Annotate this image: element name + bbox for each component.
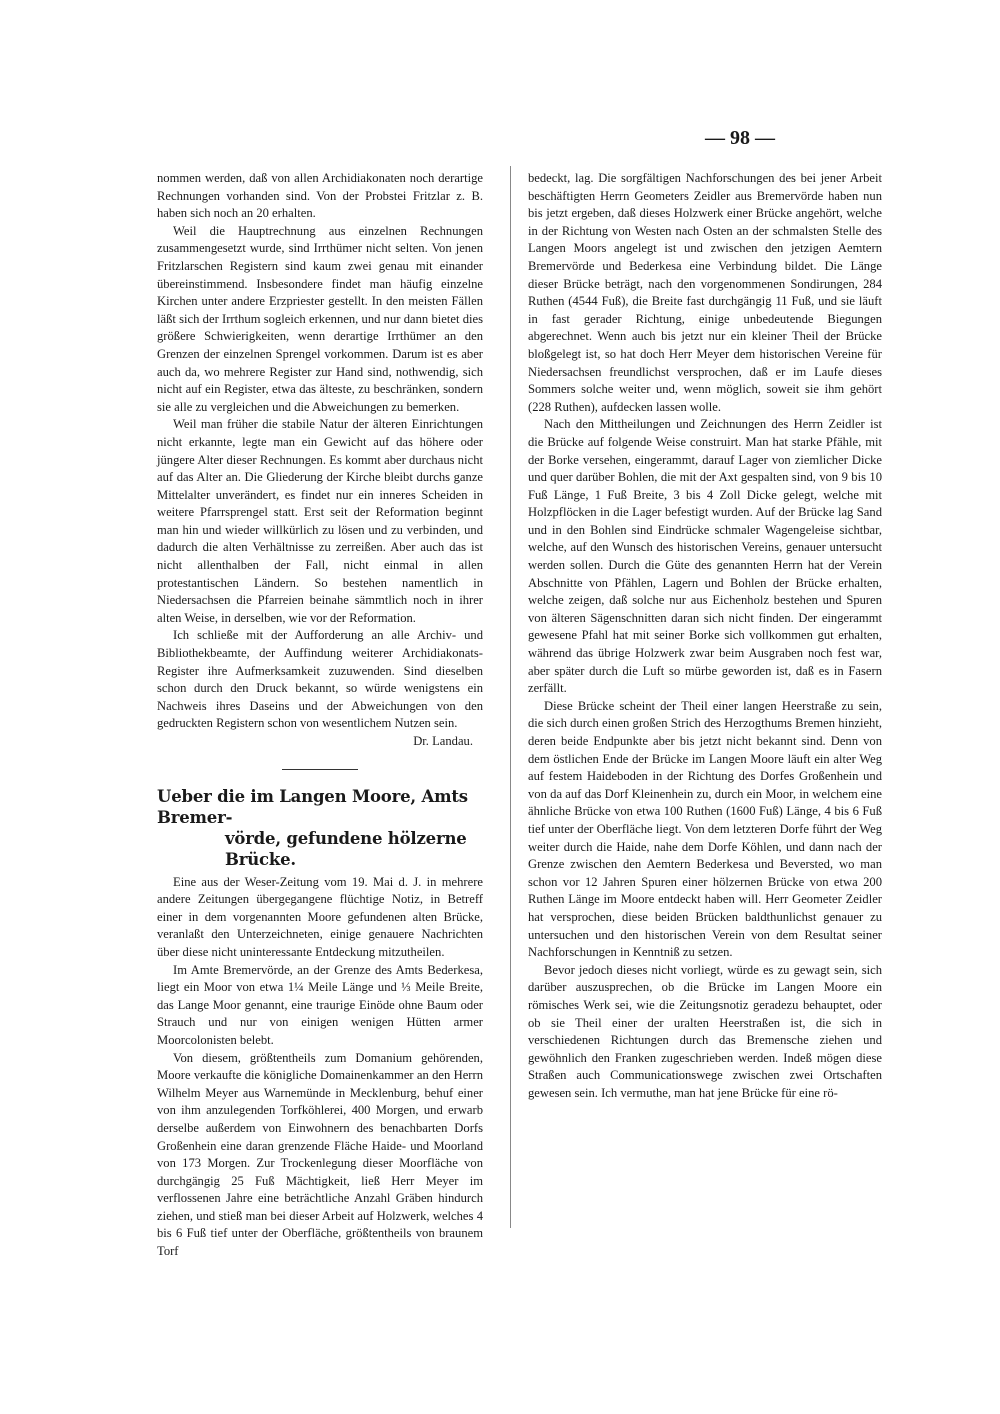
paragraph: Bevor jedoch dieses nicht vorliegt, würde es zu gewagt sein, sich darüber auszusprechen, ob die Brücke im Langen Moore ein römisches Werk sei, wie die Zeitungsnotiz geradezu behauptet, oder ob sie Theil einer der uralten Heerstraßen ist, die sich in verschiedenen Richtungen durch das Bremensche ziehen und gewöhnlich den Franken zugeschrieben werden. Indeß mögen diese Straßen auch Communicationswege zwischen zwei Ortschaften gewesen sein. Ich vermuthe, man hat jene Brücke für eine rö-	[528, 962, 882, 1100]
paragraph: bedeckt, lag. Die sorgfältigen Nachforschungen des bei jener Arbeit beschäftigten Herrn Geometers Zeidler aus Bremervörde haben nun bis jetzt ergeben, daß dieses Holzwerk einer Brücke angehört, welche in der Richtung von Westen nach Osten an der schmalsten Stelle des Langen Moors angelegt ist und zwischen den jetzigen Aemtern Bremervörde und Bederkesa eine Verbindung bildet. Die Länge dieser Brücke beträgt, nach den vorgenommenen Sondirungen, 284 Ruthen (4544 Fuß), die Breite fast durchgängig 11 Fuß, und sie läuft in fast gerader Richtung, einige unbedeutende Biegungen abgerechnet. Wenn auch bis jetzt nur ein kleiner Theil der Brücke bloßgelegt ist, so hat doch Herr Meyer dem historischen Vereine für Niedersachsen freundlichst versprochen, daß er im Laufe dieses Sommers solche weiter und, wenn möglich, soweit sie ihm gehört (228 Ruthen), aufdecken lassen wolle.	[528, 171, 882, 414]
heading-line-1: Ueber die im Langen Moore, Amts Bremer-	[157, 786, 468, 827]
paragraph: Nach den Mittheilungen und Zeichnungen des Herrn Zeidler ist die Brücke auf folgende Weise construirt. Man hat starke Pfähle, mit der Borke versehen, eingerammt, darauf Lager von ziemlicher Dicke und quer darüber Bohlen, die mit der Axt gespalten sind, von 9 bis 10 Fuß Länge, 1 Fuß Breite, 3 bis 4 Zoll Dicke gelegt, welche mit Holzpflöcken in die Lager befestigt wurden. Auf der Brücke lag Sand und in den Bohlen sind Eindrücke schmaler Wagengeleise sichtbar, welche, auf den Wunsch des historischen Vereins, genauer untersucht werden sollen. Durch die Güte des genannten Herrn hat der Verein Abschnitte von Pfählen, Lagern und Bohlen der Brücke erhalten, welche zeigen, daß solche nur aus Eichenholz bestehen und Spuren von älteren Sägenschnitten daran sich nicht finden. Der eingerammt gewesene Pfahl hat mit seiner Borke sich vollkommen gut erhalten, während das übrige Holzwerk zwar beim Ausgraben noch fest war, aber später durch die Luft so mürbe geworden ist, daß es in Fasern zerfällt.	[528, 417, 882, 696]
paragraph: Im Amte Bremervörde, an der Grenze des Amts Bederkesa, liegt ein Moor von etwa 1¼ Meile Länge und ⅓ Meile Breite, das Lange Moor genannt, eine traurige Einöde ohne Baum oder Strauch und nur von einigen wenigen Hütten armer Moorcolonisten belebt.	[157, 962, 483, 1047]
paragraph: Ich schließe mit der Aufforderung an alle Archiv- und Bibliothekbeamte, der Auffindung weiterer Archidiakonats-Register ihre Aufmerksamkeit zuzuwenden. Sind dieselben schon durch den Druck bekannt, so würde wenigstens ein Nachweis ihres Daseins und der Abweichungen von den gedruckten Registern schon von wesentlichem Nutzen sein.	[157, 628, 483, 731]
column-divider	[510, 166, 511, 1228]
right-column	[528, 170, 882, 1102]
left-column	[157, 170, 483, 1261]
section-separator	[282, 769, 358, 770]
paragraph: Weil man früher die stabile Natur der älteren Einrichtungen nicht erkannte, legte man ein Gewicht auf das höhere oder jüngere Alter dieser Rechnungen. Es kommt aber durchaus nicht auf das Alter an. Die Gliederung der Kirche bleibt durchs ganze Mittelalter unverändert, es findet nur ein inneres Scheiden in weitere Pfarrsprengel statt. Erst seit der Reformation beginnt man hin und wieder willkürlich zu lösen und zu verbinden, und dadurch die alten Verhältnisse zu zerreißen. Aber auch das ist nicht allenthalben der Fall, nicht einmal in allen protestantischen Ländern. So bestehen namentlich in Niedersachsen die Pfarreien beinahe sämmtlich noch in ihrer alten Weise, in derselben, wie vor der Reformation.	[157, 417, 483, 625]
article-heading	[157, 786, 483, 870]
author-signature: Dr. Landau.	[413, 734, 473, 748]
paragraph: Eine aus der Weser-Zeitung vom 19. Mai d. J. in mehrere andere Zeitungen übergegangene flüchtige Notiz, in Betreff einer in dem vorgenannten Moore gefundenen alten Brücke, veranlaßt den Unterzeichneten, einige genauere Nachrichten über diese nicht uninteressante Entdeckung mitzutheilen.	[157, 874, 483, 959]
paragraph: Weil die Hauptrechnung aus einzelnen Rechnungen zusammengesetzt wurde, sind Irrthümer nicht selten. Von jenen Fritzlarschen Registern sind kaum zwei genau mit einander übereinstimmend. Insbesondere findet man häufig einzelne Kirchen unter andere Erzpriester gestellt. In den meisten Fällen läßt sich der Irrthum sogleich erkennen, und nur dann bietet dies größere Schwierigkeiten, wenn derartige Irrthümer an den Grenzen der einzelnen Sprengel vorkommen. Darum ist es aber auch da, wo mehrere Register zur Hand sind, nothwendig, sich nicht auf ein Register, etwa das älteste, zu beschränken, sondern sie alle zu vergleichen und die Abweichungen zu bemerken.	[157, 223, 483, 414]
paragraph: nommen werden, daß von allen Archidiakonaten noch derartige Rechnungen vorhanden sind. Von der Probstei Fritzlar z. B. haben sich noch an 20 erhalten.	[157, 171, 483, 221]
heading-line-2: vörde, gefundene hölzerne Brücke.	[225, 828, 467, 869]
paragraph: Von diesem, größtentheils zum Domanium gehörenden, Moore verkaufte die königliche Domainenkammer an den Herrn Wilhelm Meyer aus Warnemünde in Mecklenburg, behuf einer von ihm anzulegenden Torfköhlerei, 400 Morgen, und erwarb derselbe außerdem von Einwohnern des benachbarten Dorfs Großenhein eine daran grenzende Fläche Haide- und Moorland von 173 Morgen. Zur Trockenlegung dieser Moorfläche von durchgängig 25 Fuß Mächtigkeit, ließ Herr Meyer im verflossenen Jahre eine beträchtliche Anzahl Gräben hindurch ziehen, und stieß man bei dieser Arbeit auf Holzwerk, welches 4 bis 6 Fuß tief unter der Oberfläche, größtentheils von braunem Torf	[157, 1050, 483, 1259]
paragraph: Diese Brücke scheint der Theil einer langen Heerstraße zu sein, die sich durch einen großen Strich des Herzogthums Bremen hinzieht, deren beide Endpunkte aber bis jetzt nicht bekannt sind. Denn von dem östlichen Ende der Brücke im Langen Moore läuft ein alter Weg auf festem Haideboden in der Richtung des Dorfes Großenhein und von da auf das Dorf Kleinenhein zu, durch ein Moor, in welchem eine ähnliche Brücke von etwa 100 Ruthen (1600 Fuß) Länge, 4 bis 6 Fuß tief unter der Oberfläche liegt. Von dem letzteren Dorfe führt der Weg weiter durch die Haide, nahe dem Dorfe Köhlen, und dann nach der Grenze zwischen den Aemtern Bederkesa und Beversted, wo man schon vor 12 Jahren Spuren einer hölzernen Brücke von etwa 200 Ruthen Länge im Moore entdeckt haben will. Herr Geometer Zeidler hat versprochen, diese beiden Brücken baldthunlichst genauer zu untersuchen und den historischen Verein von dem Resultat seiner Nachforschungen in Kenntniß zu setzen.	[528, 698, 882, 960]
page-number: — 98 —	[705, 127, 775, 149]
